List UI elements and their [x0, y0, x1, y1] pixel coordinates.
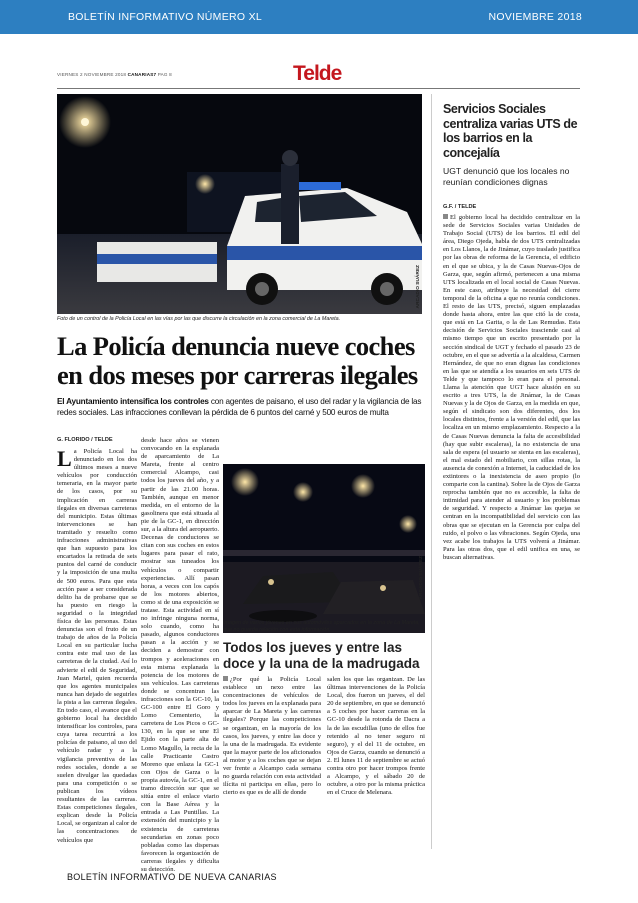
sidebar-body: [443, 214, 580, 854]
sidebar-headline: Servicios Sociales centraliza varias UTS de los barrios en la concejalía: [443, 102, 578, 160]
column-divider: [431, 94, 432, 849]
sidebar-subhead: UGT denunció que los locales no reunían condiciones dignas: [443, 166, 570, 187]
runhead-paper: CANARIAS7: [127, 72, 157, 77]
subhead-lead: El Ayuntamiento intensifica los controles: [57, 397, 209, 406]
article-column-1: [57, 448, 137, 853]
runhead-page: PAG 8: [157, 72, 172, 77]
article-column-3: [223, 676, 321, 853]
header-rule: [57, 88, 580, 89]
dropcap: L: [57, 446, 72, 471]
header-left: BOLETÍN INFORMATIVO NÚMERO XL: [68, 11, 263, 23]
photo-young-drivers: [223, 464, 425, 633]
photo2-caption: Imagen de varios jóvenes en sus automóviles aparcados en la zona de La Mareta, que no guarda relación con esta información.: [223, 620, 420, 633]
police-car-photo: [57, 94, 422, 314]
section-title: Telde: [293, 62, 342, 85]
running-head: [57, 72, 172, 77]
column-3-text: ¿Por qué la Policía Local establece un nexo entre las concentraciones de vehículos de todos los jueves en la explanada para aparcar de La Mareta y las carreras ilegales? Porque las competiciones se organizan, en la mayoría de los casos, los jueves, y entre las doce y la una de la madrugada. Es evidente que la mayor parte de los aficionados al motor y a los coches que se dejan ver frente a Alcampo cada semana no guarda relación con esta actividad ilícita ni participa en ellas, pero lo cierto es que es de allí de donde: [223, 676, 321, 797]
article-column-2: desde hace años se vienen convocando en la explanada de aparcamiento de La Mareta, frente al centro comercial Alcampo, casi todos los jueves del año, y a partir de las 21.00 horas. También, aunque en menor medida, en el entorno de la gasolinera que está situada al pie de la GC-1, en dirección sur, a la altura del aeropuerto. Decenas de conductores se citan con sus coches en estos lugares para pasar el rato, mostrar sus tuneados los vehículos o compartir experiencias. Allí pasan horas, a veces con los capós de los motores abiertos, como si de una exposición se tratase. Esta actividad en sí no infringe ninguna norma, solo cuando, como ha pasado, algunos conductores pasan a la acción y se deciden a demostrar con trompos y aceleraciones en esta misma explanada la potencia de los motores de sus vehículos. Las carreteras donde se concentran las infracciones son la GC-10, la GC-100 entre El Goro y Lomo Cementerio, la carretera de Los Picos o GC-130, en la que se une El Ejido con la parte alta de Lomo Magullo, la recta de la calle Practicante Castro Moreno que enlaza la GC-1 con Ojos de Garza o la propia autovía, la GC-1, en el tramo dirección sur que se sitúa entre el enlace viario con la Base Aérea y la entrada a Las Puntillas. La extensión del municipio y la existencia de carreteras secundarias en zonas poco pobladas como las dispersas favorecen la organización de carreras ilegales y dificulta su detección.: [141, 437, 219, 873]
photo-police-control: [57, 94, 422, 314]
photo1-credit: ARCADIO SUÁREZ: [416, 265, 421, 309]
header-bar: [0, 0, 638, 34]
header-right: NOVIEMBRE 2018: [488, 11, 582, 23]
footer: BOLETÍN INFORMATIVO DE NUEVA CANARIAS: [67, 872, 277, 882]
photo2-credit: ARCADIO SUÁREZ: [419, 556, 424, 600]
subhead-rest: con agentes de paisano, el uso del radar y la vigilancia de las redes sociales. Las infracciones conllevan la pérdida de 6 puntos del carné y 500 euros de multa: [57, 397, 422, 417]
newspaper-page: [57, 60, 580, 873]
sidebar-byline: G.F. / TELDE: [443, 204, 477, 210]
sidebar-bullet-square: [443, 214, 448, 219]
photo1-caption: Foto de un control de la Policía Local en las vías por las que discurre la circulación en la zona comercial de La Mareta.: [57, 316, 341, 322]
main-headline: La Policía denuncia nueve coches en dos meses por carreras ilegales: [57, 331, 418, 390]
main-subhead: [57, 396, 422, 418]
article-byline: G. FLORIDO / TELDE: [57, 437, 113, 443]
runhead-date: VIERNES 2 NOVIEMBRE 2018: [57, 72, 127, 77]
section-subheadline: Todos los jueves y entre las doce y la una de la madrugada: [223, 640, 420, 671]
parked-cars-photo: [223, 464, 425, 633]
bullet-square: [223, 676, 228, 681]
column-1-text: a Policía Local ha denunciado en los dos últimos meses a nueve vehículos por conducción temeraria, en la mayor parte de los casos, por su implicación en carreras ilegales en diversas carreteras del municipio. Estas últimas intervenciones se han tramitado y resuelto como infracciones administrativas que han supuesto para los encartados la retirada de seis puntos del carné de conducir y la imposición de una multa de 500 euros. Para que esta acción pase a ser considerada delito ha de probarse que se ha puesto en riesgo la seguridad o la integridad física de las personas. Estas denuncias son el fruto de un trabajo de años de la Policía Local en su particular lucha contra este mal uso de las carreteras de la ciudad. Así lo advierte el edil de Seguridad, Juan Martel, quien recuerda que los agentes municipales nunca han dejado de seguirles la pista a las carreras ilegales. En todo caso, el avance que el gobierno local ha decidido intensificar los controles, para cuya tarea recurrirá a los policías de paisano, al uso del vehículo radar y a la vigilancia preventiva de las redes sociales, donde a se suelen divulgar las quedadas para una competición o se publican los vídeos resultantes de las carreras. Estas competiciones ilegales, explican desde la Policía Local, se organizan al calor de las concentraciones de vehículos que: [57, 448, 137, 844]
article-column-4: salen los que las organizan. De las últimas intervenciones de la Policía Local, dos fueron un jueves, el del 20 de septiembre, en que se denunció a 5 coches por hacer carreras en la GC-10 desde la rotonda de Dacra a la de las escudillas (uno de ellos fue retenido al no tener seguro ni seguro), y el del 11 de octubre, en Ojos de Garza, cuando se denunció a 2. El lunes 11 de septiembre se actuó contra otro por hacer trompos frente a Alcampo, y el sábado 20 de octubre, a otro por la misma práctica en el Cruce de Melenara.: [327, 676, 425, 797]
sidebar-text: El gobierno local ha decidido centralizar en la sede de Servicios Sociales varias Unidades de Trabajo Social (UTS) de los barrios. El edil del área, Diego Ojeda, habla de dos UTS centralizadas en Los Llanos, la de Jinámar, cuyo traslado justifica por las obras de reforma de la Gerencia, el edificio en el que se ubica, y la de Casas Nuevas-Ojos de Garza, que, según afirmó, pertenecen a una misma UTS localizada en el local social de Casas Nuevas. En este caso, atribuye la necesidad del cierre temporal de la oficina a que no reunía condiciones. El resto de las UTS, precisó, siguen emplazadas donde hasta ahora, entre las que citó la de costa, que está en La Garita, o la de Las Remudas. Esta decisión de Servicios Sociales trasciende casi al mismo tiempo que un escrito presentado por la sección sindical de UGT y fechado el pasado 23 de octubre, en el que se advertía a la alcaldesa, Carmen Hernández, de que no eran dignas las condiciones en las que se atendía a los usuarios en seis UTS de Telde y que tampoco lo eran para el personal. Llama la atención que UGT hace alusión en su escrito a tres UTS, la de Jinámar, la de Casas Nuevas y la de Ojos de Garza, en la medida en que, según el sindicato son dos diferentes, dos los locales distintos, frente a la versión del edil, que las localiza en un mismo emplazamiento. Respecto a la de Casas Nuevas denuncia la falta de accesibilidad (hay que subir escaleras), la no existencia de una sala de espera (el usuario se sienta en las escaleras), el mal estado del mobiliario, con sillas rotas, la ausencia de conexión a Internet, la caducidad de los extintores o la inexistencia de aseo propio (lo comparte con la cantina). Sobre la de Ojos de Garza reprocha también que no es accesible, la falta de intimidad para atender al usuario y los problemas de seguridad. Y respecto a Jinámar las quejas se centran en la incompatibilidad del servicio con las obras que se ejecutan en la Gerencia por culpa del ruido, el polvo o las vibraciones. Según Ojeda, una vez acabe los trabajos la UTS volverá a Jinámar. Para las otras dos, que el edil unifica en una, se buscan alternativas.: [443, 214, 580, 561]
